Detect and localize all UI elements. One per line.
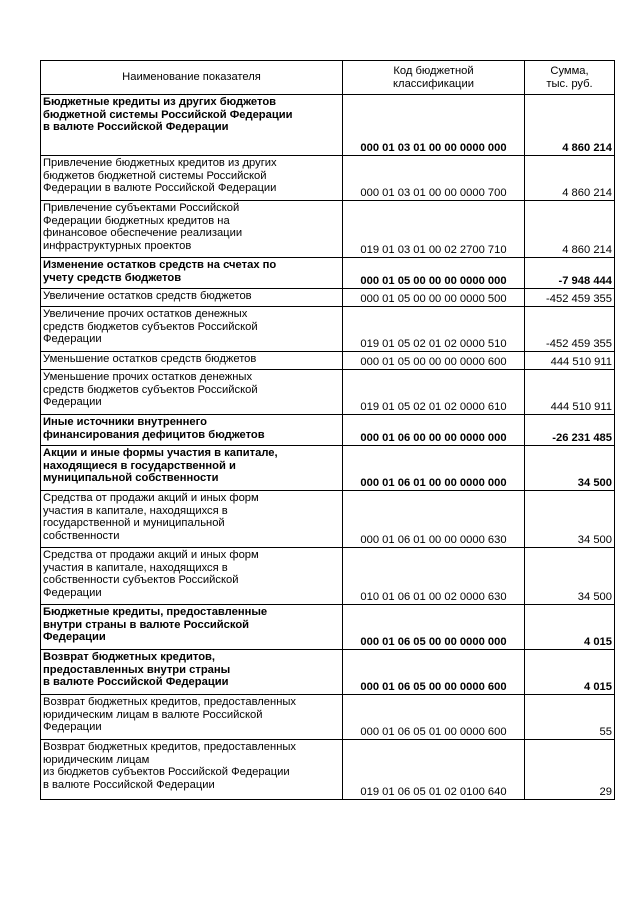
row-name: Возврат бюджетных кредитов, предоставленных юридическим лицам из бюджетов субъектов Российской Федерации в валюте Российской Федерации bbox=[41, 740, 343, 800]
row-code: 000 01 06 05 00 00 0000 600 bbox=[343, 650, 525, 695]
row-sum: 34 500 bbox=[525, 548, 615, 605]
row-name: Бюджетные кредиты, предоставленные внутри страны в валюте Российской Федерации bbox=[41, 605, 343, 650]
row-sum: -452 459 355 bbox=[525, 307, 615, 352]
row-name: Привлечение бюджетных кредитов из других бюджетов бюджетной системы Российской Федерации в валюте Российской Федерации bbox=[41, 156, 343, 201]
header-name: Наименование показателя bbox=[41, 61, 343, 95]
table-row bbox=[41, 740, 615, 800]
table-row bbox=[41, 370, 615, 415]
row-name: Возврат бюджетных кредитов, предоставленных внутри страны в валюте Российской Федерации bbox=[41, 650, 343, 695]
row-name: Увеличение прочих остатков денежных средств бюджетов субъектов Российской Федерации bbox=[41, 307, 343, 352]
row-code: 000 01 06 01 00 00 0000 000 bbox=[343, 446, 525, 491]
row-code: 000 01 06 05 01 00 0000 600 bbox=[343, 695, 525, 740]
row-name: Иные источники внутреннего финансирования дефицитов бюджетов bbox=[41, 415, 343, 446]
row-sum: -452 459 355 bbox=[525, 289, 615, 307]
table-header-row bbox=[41, 61, 615, 95]
row-sum: 29 bbox=[525, 740, 615, 800]
row-code: 000 01 05 00 00 00 0000 600 bbox=[343, 352, 525, 370]
budget-sources-table bbox=[40, 60, 615, 800]
row-code: 010 01 06 01 00 02 0000 630 bbox=[343, 548, 525, 605]
row-name: Бюджетные кредиты из других бюджетов бюджетной системы Российской Федерации в валюте Российской Федерации bbox=[41, 95, 343, 156]
table-row bbox=[41, 415, 615, 446]
row-code: 019 01 05 02 01 02 0000 610 bbox=[343, 370, 525, 415]
row-code: 000 01 03 01 00 00 0000 700 bbox=[343, 156, 525, 201]
row-code: 000 01 06 00 00 00 0000 000 bbox=[343, 415, 525, 446]
row-code: 019 01 06 05 01 02 0100 640 bbox=[343, 740, 525, 800]
table-row bbox=[41, 258, 615, 289]
table-row bbox=[41, 491, 615, 548]
table-row bbox=[41, 201, 615, 258]
row-code: 000 01 06 05 00 00 0000 000 bbox=[343, 605, 525, 650]
table-row bbox=[41, 548, 615, 605]
table-row bbox=[41, 605, 615, 650]
row-sum: 4 015 bbox=[525, 605, 615, 650]
row-name: Акции и иные формы участия в капитале, находящиеся в государственной и муниципальной собственности bbox=[41, 446, 343, 491]
row-code: 000 01 06 01 00 00 0000 630 bbox=[343, 491, 525, 548]
table-row bbox=[41, 95, 615, 156]
row-name: Привлечение субъектами Российской Федерации бюджетных кредитов на финансовое обеспечение реализации инфраструктурных проектов bbox=[41, 201, 343, 258]
row-code: 000 01 03 01 00 00 0000 000 bbox=[343, 95, 525, 156]
table-row bbox=[41, 352, 615, 370]
table-row bbox=[41, 446, 615, 491]
row-code: 000 01 05 00 00 00 0000 000 bbox=[343, 258, 525, 289]
table-row bbox=[41, 156, 615, 201]
table-row bbox=[41, 289, 615, 307]
row-code: 000 01 05 00 00 00 0000 500 bbox=[343, 289, 525, 307]
row-sum: 34 500 bbox=[525, 491, 615, 548]
row-code: 019 01 05 02 01 02 0000 510 bbox=[343, 307, 525, 352]
row-sum: -7 948 444 bbox=[525, 258, 615, 289]
table-row bbox=[41, 307, 615, 352]
row-sum: 444 510 911 bbox=[525, 370, 615, 415]
row-name: Увеличение остатков средств бюджетов bbox=[41, 289, 343, 307]
row-sum: 55 bbox=[525, 695, 615, 740]
row-code: 019 01 03 01 00 02 2700 710 bbox=[343, 201, 525, 258]
header-sum: Сумма, тыс. руб. bbox=[525, 61, 615, 95]
header-code: Код бюджетной классификации bbox=[343, 61, 525, 95]
row-sum: 444 510 911 bbox=[525, 352, 615, 370]
row-name: Средства от продажи акций и иных форм участия в капитале, находящихся в государственной и муниципальной собственности bbox=[41, 491, 343, 548]
row-name: Средства от продажи акций и иных форм участия в капитале, находящихся в собственности субъектов Российской Федерации bbox=[41, 548, 343, 605]
row-sum: -26 231 485 bbox=[525, 415, 615, 446]
row-sum: 4 860 214 bbox=[525, 95, 615, 156]
row-sum: 4 860 214 bbox=[525, 156, 615, 201]
row-name: Уменьшение прочих остатков денежных средств бюджетов субъектов Российской Федерации bbox=[41, 370, 343, 415]
row-name: Уменьшение остатков средств бюджетов bbox=[41, 352, 343, 370]
row-sum: 34 500 bbox=[525, 446, 615, 491]
row-name: Возврат бюджетных кредитов, предоставленных юридическим лицам в валюте Российской Федерации bbox=[41, 695, 343, 740]
row-sum: 4 015 bbox=[525, 650, 615, 695]
row-sum: 4 860 214 bbox=[525, 201, 615, 258]
row-name: Изменение остатков средств на счетах по учету средств бюджетов bbox=[41, 258, 343, 289]
table-row bbox=[41, 695, 615, 740]
table-row bbox=[41, 650, 615, 695]
